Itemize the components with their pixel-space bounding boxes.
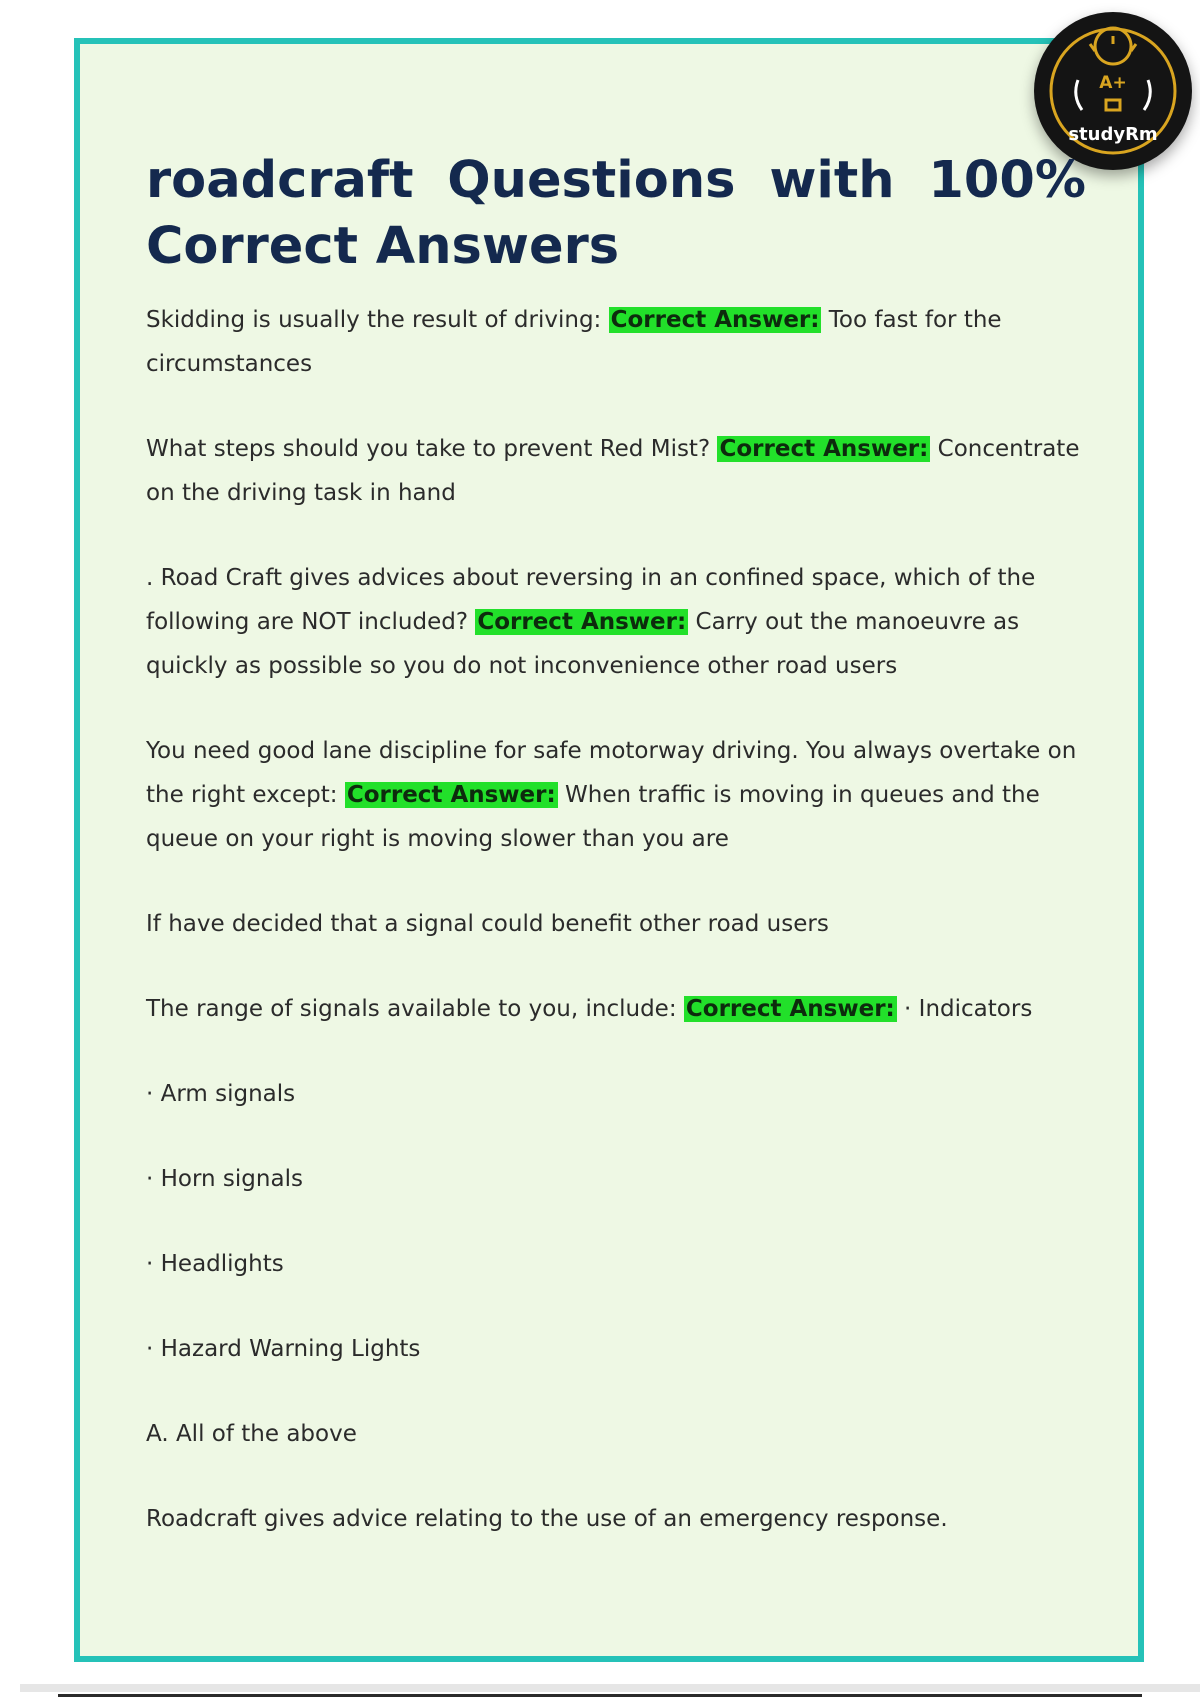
qa-item-4 [146,729,1086,861]
studyrm-logo[interactable] [1034,12,1192,170]
answer-label: Correct Answer: [719,436,929,462]
answer-label: Correct Answer: [610,307,820,333]
answer-text: Too fast for the circumstances [146,307,1002,377]
answer-label: Correct Answer: [685,996,895,1022]
answer-text: When traffic is moving in queues and the queue on your right is moving slower than you are [146,782,1040,852]
answer-label: Correct Answer: [477,609,687,635]
page-title [146,148,1086,280]
logo-badge: A+ [1099,73,1127,93]
document-content [146,148,1086,1541]
answer-text: · Indicators [896,996,1033,1022]
qa-item-signals [146,987,1086,1031]
question-text: You need good lane discipline for safe motorway driving. You always overtake on the right except: [146,738,1077,808]
qa-item-2 [146,427,1086,515]
question-text: Skidding is usually the result of driving: [146,307,609,333]
signal-list-item: · Arm signals [146,1081,296,1107]
all-of-the-above: A. All of the above [146,1421,357,1447]
answer-label: Correct Answer: [346,782,556,808]
logo-brand: studyRm [1068,124,1158,145]
bottom-rule [58,1694,1142,1697]
qa-item-1 [146,298,1086,386]
signal-list-item: · Hazard Warning Lights [146,1336,421,1362]
signal-list-item: · Horn signals [146,1166,303,1192]
last-line: Roadcraft gives advice relating to the use of an emergency response. [146,1506,948,1532]
lightbulb-icon [1034,12,1192,170]
qa-item-3 [146,556,1086,688]
signal-list-item: · Headlights [146,1251,284,1277]
question-text: What steps should you take to prevent Red Mist? [146,436,718,462]
title-line-2: Correct Answers [146,217,620,276]
question-text: The range of signals available to you, include: [146,996,684,1022]
bottom-shade [20,1684,1200,1692]
title-line-1: roadcraft Questions with 100% [146,151,1086,210]
question-text: . Road Craft gives advices about reversing in an confined space, which of the following are NOT included? [146,565,1036,635]
answer-text: Carry out the manoeuvre as quickly as possible so you do not inconvenience other road users [146,609,1020,679]
signal-intro: If have decided that a signal could benefit other road users [146,911,829,937]
answer-text: Concentrate on the driving task in hand [146,436,1080,506]
